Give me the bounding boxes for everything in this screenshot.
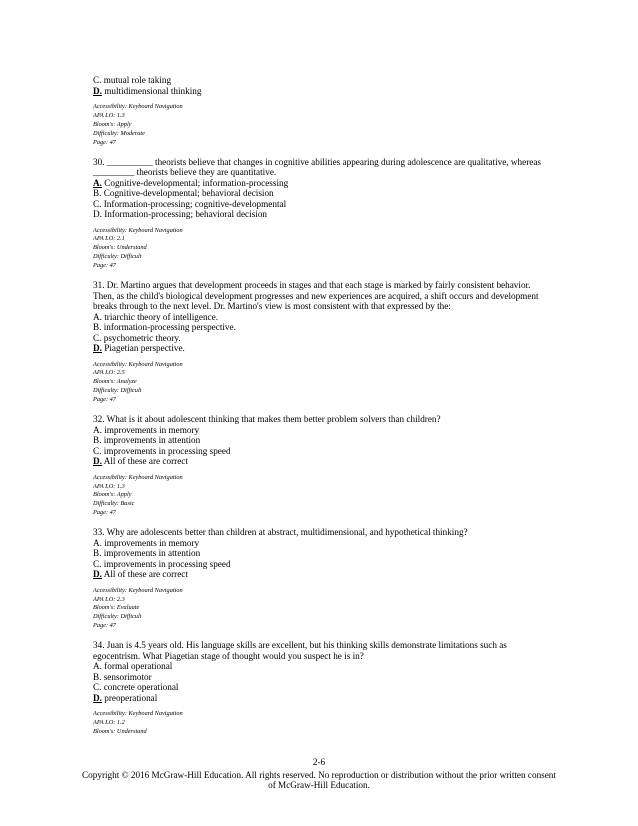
answer-letter: C. [93, 75, 102, 85]
answer-text: preoperational [101, 692, 158, 703]
answer-list [93, 661, 553, 703]
answer-text: Cognitive-developmental; behavioral decision [101, 188, 274, 199]
answer-option [93, 548, 553, 559]
answer-option [93, 322, 553, 333]
metadata-line: Difficulty: Difficult [93, 253, 142, 261]
answer-option [93, 199, 553, 210]
metadata-line: Page: 47 [93, 509, 116, 517]
correct-answer-letter: D. [93, 343, 102, 354]
answer-letter: B. [93, 671, 102, 682]
answer-letter: A. [93, 311, 102, 322]
answer-list [93, 75, 553, 96]
question-metadata [93, 587, 553, 632]
answer-letter: C. [93, 332, 102, 343]
answer-option [93, 693, 553, 704]
answer-text: concrete operational [101, 682, 179, 693]
metadata-line: APA LO: 2.3 [93, 595, 125, 603]
correct-answer-letter: D. [93, 456, 102, 467]
answer-text: improvements in memory [101, 537, 200, 548]
answer-option [93, 343, 553, 354]
metadata-line: Bloom's: Apply [93, 120, 132, 128]
metadata-line: Bloom's: Apply [93, 491, 132, 499]
correct-answer-letter: D. [93, 692, 102, 703]
question-metadata [93, 227, 553, 272]
answer-option [93, 456, 553, 467]
answer-list [93, 538, 553, 580]
answer-option [93, 559, 553, 570]
question-stem: 33. Why are adolescents better than children at abstract, multidimensional, and hypothetical thinking? [93, 527, 468, 538]
answer-letter: C. [93, 445, 102, 456]
answer-option [93, 209, 553, 220]
metadata-line: APA LO: 1.3 [93, 482, 125, 490]
answer-text: All of these are correct [101, 569, 188, 580]
answer-text: improvements in attention [101, 548, 201, 559]
answer-text: Information-processing; behavioral decision [101, 209, 268, 220]
answer-text: formal operational [101, 661, 173, 672]
metadata-line: Accessibility: Keyboard Navigation [93, 710, 183, 718]
answer-text: Cognitive-developmental; information-processing [101, 177, 289, 188]
answer-option [93, 178, 553, 189]
metadata-line: Difficulty: Difficult [93, 613, 142, 621]
answer-list [93, 425, 553, 467]
page-number: 2-6 [312, 757, 326, 767]
answer-text: improvements in memory [101, 424, 200, 435]
answer-letter: D. [93, 209, 102, 220]
metadata-line: Accessibility: Keyboard Navigation [93, 360, 183, 368]
answer-option [93, 75, 553, 86]
answer-option [93, 682, 553, 693]
page-content [93, 75, 553, 737]
copyright-notice: Copyright © 2016 McGraw-Hill Education. All rights reserved. No reproduction or distribution without the prior written consent of McGraw-Hill Education. [82, 769, 556, 791]
metadata-line: APA LO: 2.1 [93, 235, 125, 243]
answer-text: Information-processing; cognitive-developmental [101, 198, 287, 209]
answer-letter: B. [93, 435, 102, 446]
question-stem: 32. What is it about adolescent thinking that makes them better problem solvers than children? [93, 414, 441, 425]
metadata-line: Accessibility: Keyboard Navigation [93, 103, 183, 110]
answer-letter: C. [93, 198, 102, 209]
metadata-line: Bloom's: Understand [93, 727, 147, 735]
metadata-line: Accessibility: Keyboard Navigation [93, 226, 183, 234]
answer-option [93, 86, 553, 97]
metadata-line: Difficulty: Moderate [93, 129, 145, 137]
answer-option [93, 661, 553, 672]
answer-option [93, 569, 553, 580]
answer-letter: A. [93, 424, 102, 435]
answer-text: improvements in processing speed [101, 558, 231, 569]
question-block [93, 414, 553, 518]
metadata-line: Difficulty: Difficult [93, 387, 142, 395]
answer-option [93, 188, 553, 199]
answer-letter: A. [93, 661, 102, 672]
metadata-line: Page: 47 [93, 622, 116, 630]
metadata-line: APA LO: 1.3 [93, 111, 125, 119]
question-block [93, 527, 553, 631]
metadata-line: APA LO: 2.5 [93, 369, 125, 377]
question-metadata [93, 361, 553, 406]
answer-text: multidimensional thinking [101, 85, 202, 96]
metadata-line: Difficulty: Basic [93, 500, 135, 508]
question-block [93, 640, 553, 737]
correct-answer-letter: D. [93, 85, 102, 96]
question-metadata [93, 710, 553, 737]
answer-letter: C. [93, 558, 102, 569]
answer-text: psychometric theory. [101, 332, 181, 343]
question-list [93, 157, 553, 737]
question-stem: 34. Juan is 4.5 years old. His language skills are excellent, but his thinking skills demonstrate limitations such as egocentrism. What Piagetian stage of thought would you suspect he is in? [93, 640, 507, 661]
answer-text: Piagetian perspective. [101, 343, 185, 354]
answer-letter: B. [93, 188, 102, 199]
question-stem: 30. __________ theorists believe that changes in cognitive abilities appearing during adolescence are qualitative, whereas _________ theorists believe they are quantitative. [93, 156, 541, 178]
answer-text: triarchic theory of intelligence. [101, 311, 219, 322]
question-metadata [93, 474, 553, 519]
answer-letter: B. [93, 548, 102, 559]
answer-option [93, 672, 553, 683]
metadata-line: Bloom's: Understand [93, 244, 147, 252]
metadata-line: Page: 47 [93, 396, 116, 404]
answer-text: mutual role taking [101, 75, 172, 85]
metadata-line: Bloom's: Evaluate [93, 604, 140, 612]
answer-letter: B. [93, 322, 102, 333]
answer-text: improvements in processing speed [101, 445, 231, 456]
answer-option [93, 333, 553, 344]
metadata-line: Accessibility: Keyboard Navigation [93, 473, 183, 481]
answer-list [93, 178, 553, 220]
metadata-line: Bloom's: Analyze [93, 378, 137, 386]
answer-letter: A. [93, 537, 102, 548]
answer-text: improvements in attention [101, 435, 201, 446]
correct-answer-letter: D. [93, 569, 102, 580]
question-stem: 31. Dr. Martino argues that development proceeds in stages and that each stage is marked by fairly consistent behavior. Then, as the child's biological development progresses and new experiences are acquired, a shift occurs and development breaks through to the next level. Dr. Martino's view is most consistent with that expressed by the: [93, 280, 539, 312]
question-metadata [93, 103, 553, 148]
page-footer [80, 757, 558, 791]
answer-option [93, 538, 553, 549]
metadata-line: Page: 47 [93, 262, 116, 270]
question-block [93, 280, 553, 405]
answer-list [93, 312, 553, 354]
answer-option [93, 312, 553, 323]
answer-option [93, 446, 553, 457]
question-block [93, 157, 553, 272]
answer-text: sensorimotor [101, 671, 152, 682]
answer-text: information-processing perspective. [101, 322, 236, 333]
answer-option [93, 435, 553, 446]
answer-option [93, 425, 553, 436]
metadata-line: APA LO: 1.2 [93, 719, 125, 727]
metadata-line: Page: 47 [93, 138, 116, 146]
metadata-line: Accessibility: Keyboard Navigation [93, 586, 183, 594]
answer-text: All of these are correct [101, 456, 188, 467]
answer-letter: C. [93, 682, 102, 693]
correct-answer-letter: A. [93, 177, 102, 188]
